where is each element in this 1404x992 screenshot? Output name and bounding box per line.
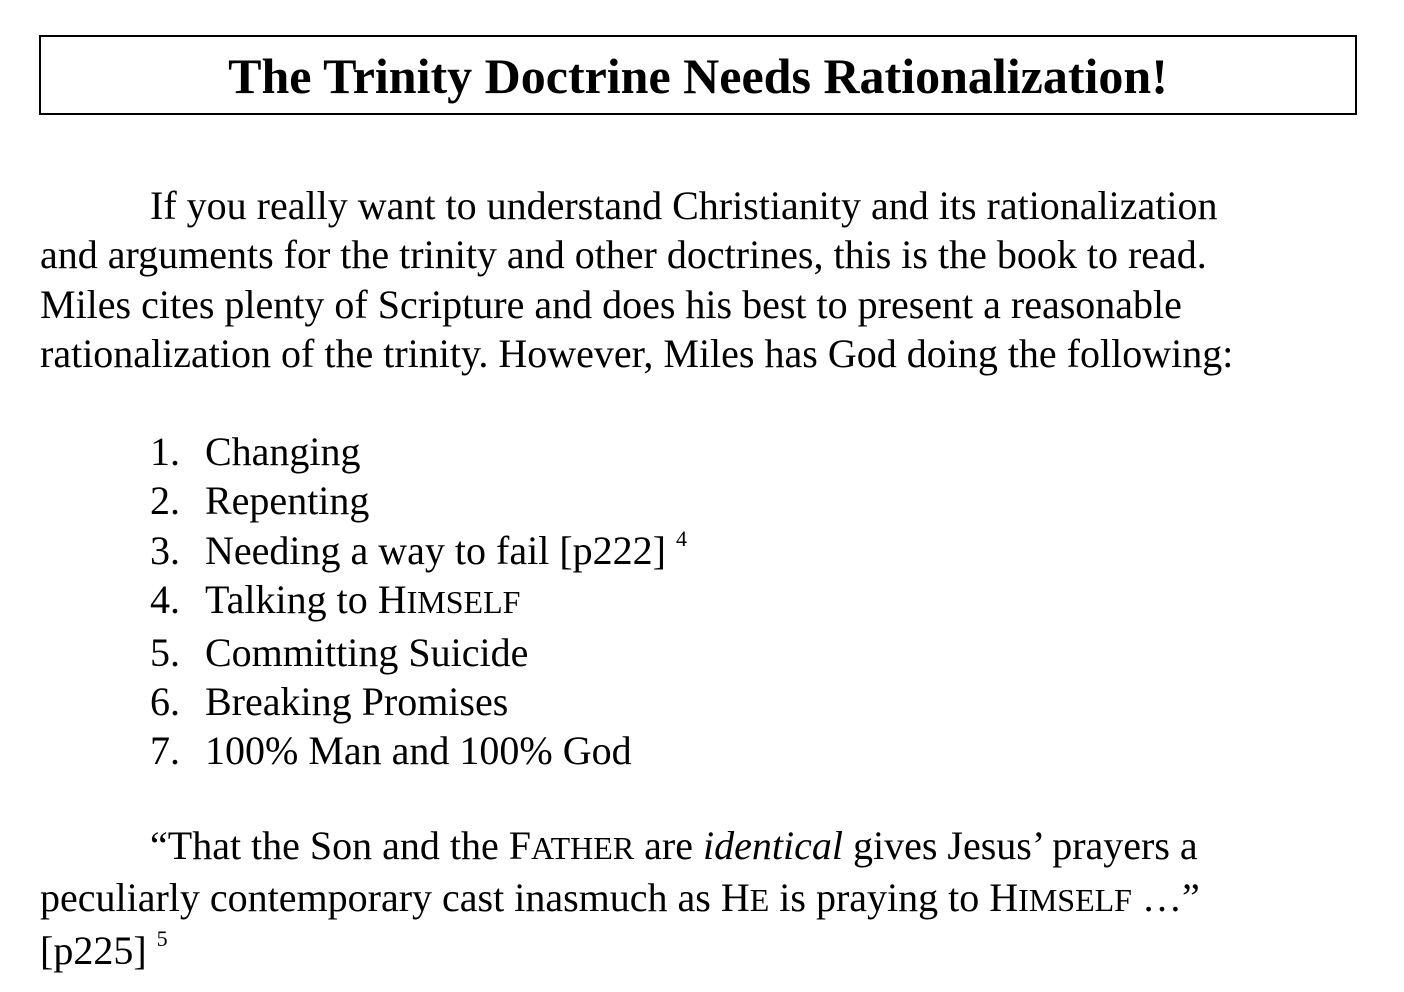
page-reference: [p225] (40, 927, 147, 973)
intro-line-1: If you really want to understand Christianity and its rationalization (150, 183, 1218, 228)
title-box (39, 35, 1357, 115)
quote-text: peculiarly contemporary cast inasmuch as (40, 875, 721, 921)
list-number: 4. (150, 577, 180, 623)
list-text: Committing Suicide (205, 629, 529, 675)
page-title: The Trinity Doctrine Needs Rationalization! (228, 48, 1168, 104)
list-item (150, 677, 687, 726)
smallcaps-initial: H (720, 875, 750, 921)
quote-italic-text: identical (702, 823, 843, 868)
list-text-prefix: Talking to (205, 577, 378, 623)
list-number: 6. (150, 679, 180, 725)
list-number: 5. (150, 629, 180, 675)
list-text: Changing (205, 429, 361, 474)
list-number: 3. (150, 527, 180, 573)
intro-paragraph (40, 181, 1370, 379)
intro-line-4: rationalization of the trinity. However, Miles has God doing the following: (40, 331, 1234, 377)
quote-text: …” (1131, 875, 1200, 921)
list-item (150, 526, 687, 575)
quote-line-3 (40, 926, 1370, 975)
quote-line-2 (40, 873, 1370, 925)
intro-line-2: and arguments for the trinity and other doctrines, this is the book to read. (40, 232, 1207, 278)
list-item (150, 726, 687, 775)
list-text (205, 526, 687, 575)
quote-paragraph (40, 821, 1370, 975)
smallcaps-rest: IMSELF (406, 584, 521, 621)
numbered-list (150, 427, 687, 776)
list-text (205, 575, 520, 627)
list-number: 1. (150, 429, 180, 474)
list-number: 2. (150, 478, 180, 524)
smallcaps-initial: H (989, 875, 1019, 921)
list-item (150, 575, 687, 627)
list-text-main: Needing a way to fail [p222] (205, 527, 666, 573)
footnote-marker: 4 (675, 525, 687, 551)
footnote-marker: 5 (156, 925, 168, 951)
list-item (150, 427, 687, 476)
list-item (150, 628, 687, 677)
list-text: 100% Man and 100% God (205, 728, 632, 774)
list-text: Breaking Promises (205, 679, 509, 725)
quote-text: is praying to (769, 875, 990, 921)
smallcaps-rest: ATHER (531, 830, 635, 866)
smallcaps-initial: H (377, 577, 407, 623)
quote-line-1 (40, 821, 1370, 873)
list-item (150, 476, 687, 525)
quote-text: are (634, 823, 703, 868)
smallcaps-rest: IMSELF (1018, 882, 1132, 919)
smallcaps-rest: E (749, 882, 770, 919)
smallcaps-initial: F (508, 823, 532, 868)
quote-text: “That the Son and the (150, 823, 509, 868)
list-text: Repenting (205, 478, 370, 524)
quote-text: gives Jesus’ prayers a (842, 823, 1198, 868)
intro-line-3: Miles cites plenty of Scripture and does his best to present a reasonable (40, 281, 1182, 327)
list-number: 7. (150, 728, 180, 774)
